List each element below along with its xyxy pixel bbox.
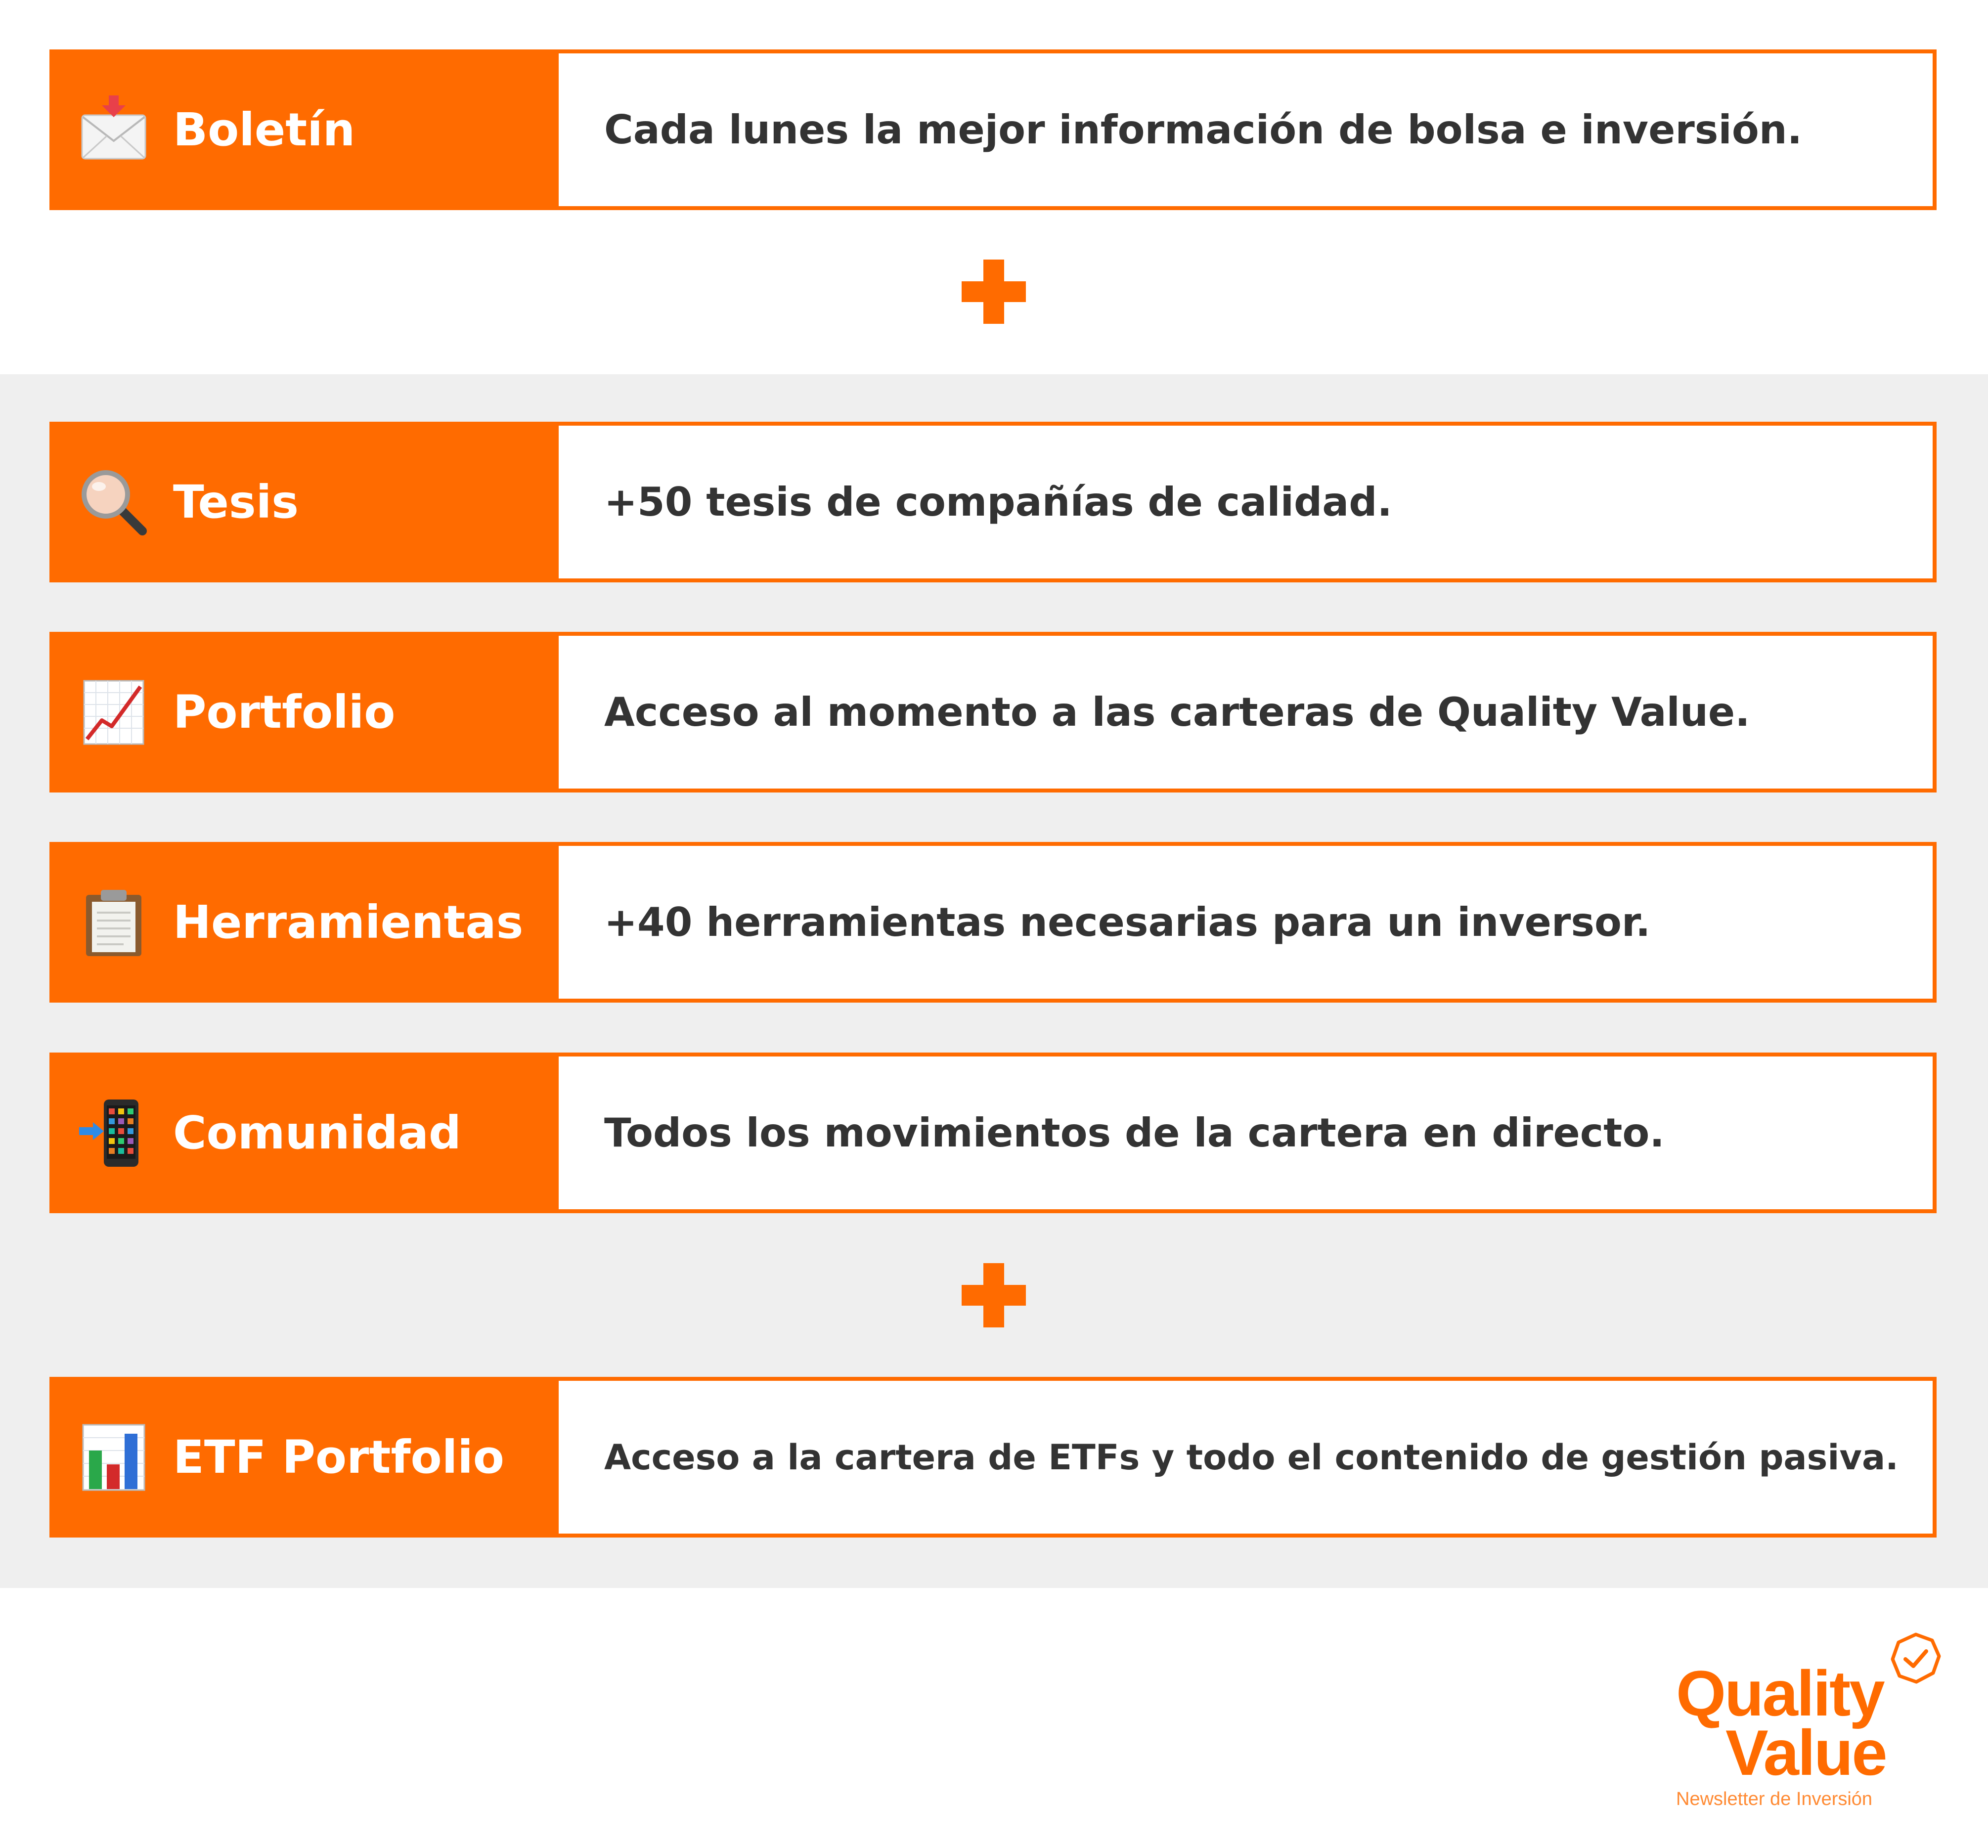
envelope-incoming-icon [79,95,148,165]
feature-description-cell [559,422,1937,582]
feature-description-cell [559,842,1937,1003]
feature-description: +40 herramientas necesarias para un inversor. [604,899,1651,945]
logo-word-value: Value [1725,1716,1886,1789]
feature-description: Acceso al momento a las carteras de Quality Value. [604,689,1750,735]
feature-label-cell [49,632,559,792]
feature-description-cell [559,1377,1937,1538]
feature-label-cell [49,1053,559,1213]
feature-label-cell [49,842,559,1003]
logo-tagline: Newsletter de Inversión [1676,1789,1873,1809]
feature-description-cell [559,1053,1937,1213]
feature-row-tesis [49,422,1937,582]
mobile-phone-arrow-icon [79,1099,148,1168]
feature-label-cell [49,49,559,210]
magnifying-glass-icon [79,468,148,537]
logo-word-quality: Quality [1676,1657,1884,1729]
feature-description: Cada lunes la mejor información de bolsa e inversión. [604,107,1803,153]
chart-increasing-icon [79,678,148,747]
feature-label: Herramientas [173,896,524,949]
feature-label: Tesis [173,476,299,528]
check-badge-icon [1889,1631,1943,1686]
feature-label-cell [49,422,559,582]
plus-icon [962,260,1026,324]
quality-value-logo [1661,1631,1958,1819]
feature-description: Todos los movimientos de la cartera en directo. [604,1110,1665,1156]
feature-label-cell [49,1377,559,1538]
feature-description: +50 tesis de compañías de calidad. [604,479,1392,525]
feature-description: Acceso a la cartera de ETFs y todo el contenido de gestión pasiva. [604,1437,1899,1478]
feature-label: Comunidad [173,1106,461,1159]
feature-label: Boletín [173,103,355,156]
feature-row-portfolio [49,632,1937,792]
feature-row-comunidad [49,1053,1937,1213]
clipboard-icon [79,888,148,957]
feature-label: Portfolio [173,686,396,739]
feature-label: ETF Portfolio [173,1431,504,1484]
plus-icon [962,1263,1026,1327]
bar-chart-icon [79,1423,148,1492]
feature-row-boletin [49,49,1937,210]
feature-description-cell [559,632,1937,792]
feature-row-herramientas [49,842,1937,1003]
feature-description-cell [559,49,1937,210]
feature-row-etf-portfolio [49,1377,1937,1538]
